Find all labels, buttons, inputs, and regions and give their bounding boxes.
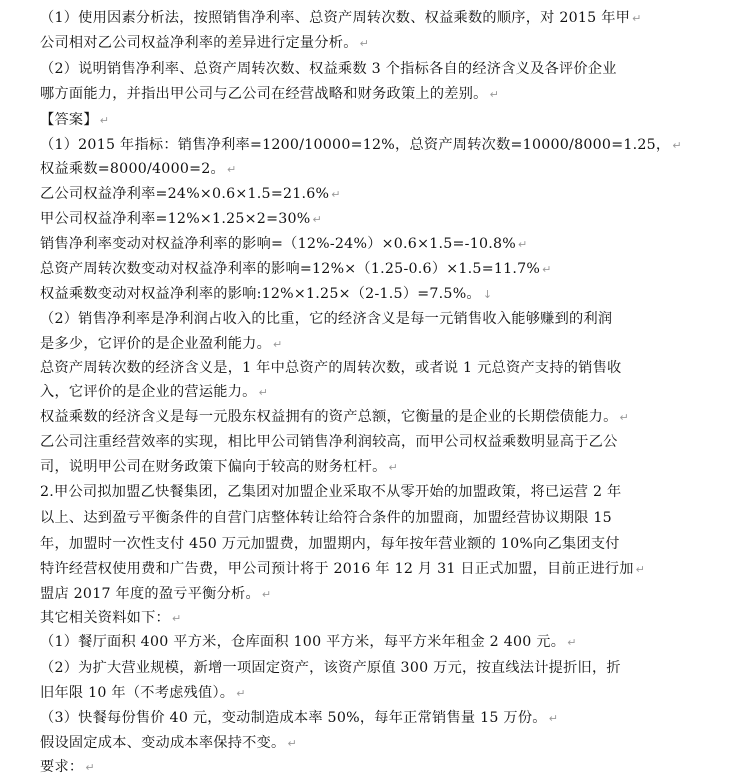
paragraph-mark-icon: ↵ [548,712,559,725]
paragraph-mark-icon: ↵ [258,386,269,399]
line-text: 甲公司权益净利率=12%×1.25×2=30% [40,211,311,227]
paragraph-mark-icon: ↵ [171,612,182,625]
doc-line [40,508,731,529]
doc-line [40,608,731,629]
paragraph-mark-icon: ↵ [632,12,642,25]
line-text: 司，说明甲公司在财务政策下偏向于较高的财务杠杆。 [40,459,387,475]
paragraph-mark-icon: ↵ [489,88,500,101]
line-text: 特许经营权使用费和广告费，甲公司预计将于 2016 年 12 月 31 日正式加盟，目前正进行加 [40,561,634,577]
doc-line [40,482,731,503]
doc-line [40,683,731,704]
line-text: 是多少，它评价的是企业盈利能力。 [40,336,272,352]
line-text: 入，它评价的是企业的营运能力。 [40,384,257,400]
paragraph-mark-icon: ↵ [567,636,577,649]
doc-line [40,234,731,255]
paragraph-mark-icon: ↵ [312,213,322,226]
doc-line [40,110,731,131]
paragraph-mark-icon: ↵ [236,687,246,700]
doc-line [40,559,731,580]
paragraph-mark-icon: ↵ [635,563,646,576]
line-text: （2）说明销售净利率、总资产周转次数、权益乘数 3 个指标各自的经济含义及各评价企业 [40,61,617,77]
doc-line [40,334,731,355]
line-text: 权益乘数的经济含义是每一元股东权益拥有的资产总额，它衡量的是企业的长期偿债能力。 [40,409,618,425]
doc-line [40,658,731,679]
line-text: 乙公司权益净利率=24%×0.6×1.5=21.6% [40,186,330,202]
doc-line [40,708,731,729]
line-text: 其它相关资料如下： [40,610,170,626]
doc-line [40,407,731,428]
doc-line [40,632,731,653]
line-text: （1）2015 年指标：销售净利率=1200/10000=12%，总资产周转次数=10000/8000=1.25， [40,137,671,153]
line-text: 以上、达到盈亏平衡条件的自营门店整体转让给符合条件的加盟商，加盟经营协议期限 15 [40,510,612,526]
doc-line [40,209,731,230]
doc-line [40,159,731,180]
doc-line [40,432,731,453]
paragraph-mark-icon: ↵ [331,188,341,201]
line-text: （3）快餐每份售价 40 元，变动制造成本率 50%，每年正常销售量 15 万份。 [40,710,547,726]
line-text: 公司相对乙公司权益净利率的差异进行定量分析。 [40,35,358,51]
paragraph-mark-icon: ↵ [261,588,272,601]
doc-line [40,457,731,478]
doc-line [40,8,731,29]
line-text: 总资产周转次数变动对权益净利率的影响=12%×（1.25-0.6）×1.5=11.7% [40,261,541,277]
line-text: 权益乘数=8000/4000=2。 [40,161,225,177]
doc-line [40,309,731,330]
line-text: 乙公司注重经营效率的实现，相比甲公司销售净利润较高，而甲公司权益乘数明显高于乙公 [40,434,618,450]
paragraph-mark-icon: ↵ [359,37,370,50]
doc-line [40,33,731,54]
paragraph-mark-icon: ↵ [542,263,552,276]
doc-line [40,382,731,403]
doc-line [40,259,731,280]
line-text: 年，加盟时一次性支付 450 万元加盟费，加盟期内，每年按年营业额的 10%向乙集团支付 [40,536,620,552]
paragraph-mark-icon: ↵ [85,761,95,774]
paragraph-mark-icon: ↵ [99,114,110,127]
doc-line [40,135,731,156]
paragraph-mark-icon: ↵ [672,139,682,152]
line-text: 2.甲公司拟加盟乙快餐集团，乙集团对加盟企业采取不从零开始的加盟政策，将已运营 2 年 [40,484,622,500]
doc-line [40,733,731,754]
doc-line [40,584,731,605]
doc-line [40,534,731,555]
doc-line [40,84,731,105]
doc-line [40,59,731,80]
line-text: 旧年限 10 年（不考虑残值）。 [40,685,235,701]
line-text: 权益乘数变动对权益净利率的影响:12%×1.25×（2-1.5）=7.5%。 [40,286,481,302]
paragraph-mark-icon: ↵ [388,461,398,474]
doc-line [40,358,731,379]
paragraph-mark-icon: ↵ [287,737,297,750]
line-text: （1）餐厅面积 400 平方米，仓库面积 100 平方米，每平方米年租金 2 400 元。 [40,634,566,650]
paragraph-mark-icon: ↓ [482,288,493,301]
line-text: 哪方面能力，并指出甲公司与乙公司在经营战略和财务政策上的差别。 [40,86,488,102]
paragraph-mark-icon: ↵ [518,238,528,251]
line-text: 盟店 2017 年度的盈亏平衡分析。 [40,586,260,602]
line-text: （2）为扩大营业规模，新增一项固定资产，该资产原值 300 万元，按直线法计提折旧，折 [40,660,621,676]
paragraph-mark-icon: ↵ [226,163,237,176]
line-text: （2）销售净利率是净利润占收入的比重，它的经济含义是每一元销售收入能够赚到的利润 [40,311,613,327]
doc-line [40,284,731,305]
paragraph-mark-icon: ↵ [273,338,283,351]
line-text: 销售净利率变动对权益净利率的影响=（12%-24%）×0.6×1.5=-10.8% [40,236,517,252]
line-text: 【答案】 [40,112,98,128]
doc-line [40,757,731,778]
line-text: 要求： [40,759,84,775]
line-text: 假设固定成本、变动成本率保持不变。 [40,735,286,751]
line-text: 总资产周转次数的经济含义是，1 年中总资产的周转次数，或者说 1 元总资产支持的销售收 [40,360,622,376]
paragraph-mark-icon: ↵ [619,411,629,424]
doc-line [40,184,731,205]
line-text: （1）使用因素分析法，按照销售净利率、总资产周转次数、权益乘数的顺序，对 2015 年甲 [40,10,631,26]
